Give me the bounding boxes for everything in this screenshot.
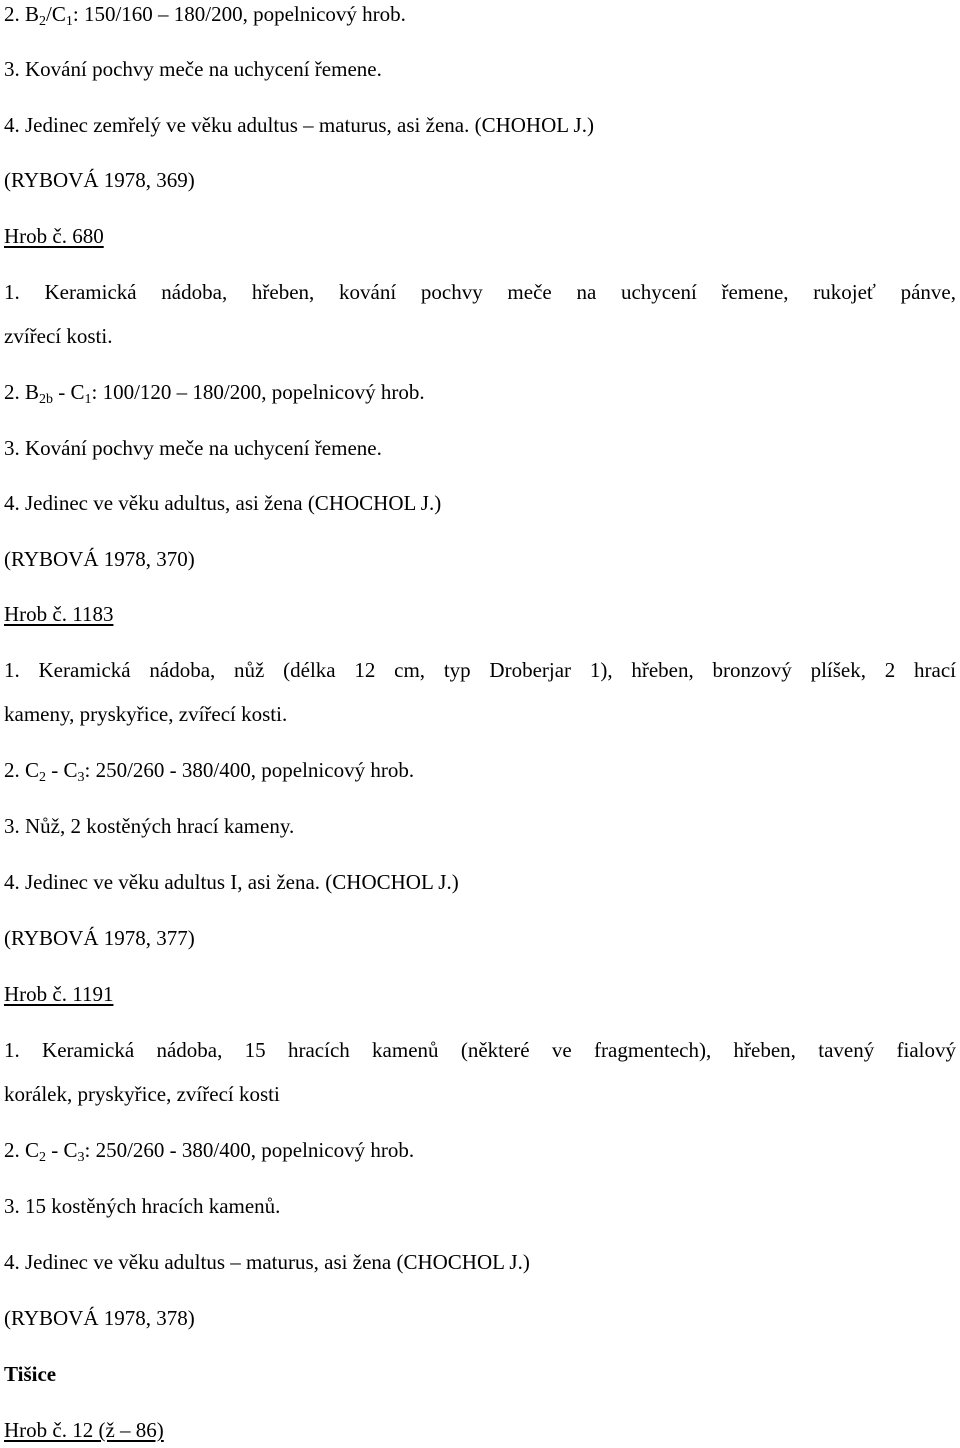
text-line: korálek, pryskyřice, zvířecí kosti [4, 1082, 280, 1106]
text-line: 1. Keramická nádoba, hřeben, kování pochvy meče na uchycení řemene, rukojeť pánve, [4, 280, 956, 304]
text-line: 4. Jedinec ve věku adultus, asi žena (CHOCHOL J.) [4, 491, 442, 515]
grave-heading: Hrob č. 680 [4, 224, 104, 248]
text-line: 2. $C_2 - C_3$: 250/260 - 380/400, popelnicový hrob. [4, 758, 415, 785]
text-line: 3. 15 kostěných hracích kamenů. [4, 1194, 281, 1218]
citation: (RYBOVÁ 1978, 369) [4, 168, 195, 192]
citation: (RYBOVÁ 1978, 370) [4, 547, 195, 571]
text-line: 3. Nůž, 2 kostěných hrací kameny. [4, 814, 295, 838]
text-line: 2. $B_{2b} - C_1$: 100/120 – 180/200, popelnicový hrob. [4, 380, 425, 407]
text-line: 3. Kování pochvy meče na uchycení řemene. [4, 436, 382, 460]
citation: (RYBOVÁ 1978, 377) [4, 926, 195, 950]
text-line: 4. Jedinec zemřelý ve věku adultus – maturus, asi žena. (CHOHOL J.) [4, 113, 594, 137]
text-line: kameny, pryskyřice, zvířecí kosti. [4, 702, 288, 726]
site-heading: Tišice [4, 1362, 57, 1386]
text-line: 1. Keramická nádoba, 15 hracích kamenů (některé ve fragmentech), hřeben, tavený fialový [4, 1038, 956, 1062]
grave-heading: Hrob č. 12 (ž – 86) [4, 1418, 164, 1442]
text-line: 2. $C_2 - C_3$: 250/260 - 380/400, popelnicový hrob. [4, 1138, 415, 1165]
text-line: 1. Keramická nádoba, nůž (délka 12 cm, typ Droberjar 1), hřeben, bronzový plíšek, 2 hrací [4, 658, 956, 682]
citation: (RYBOVÁ 1978, 378) [4, 1306, 195, 1330]
text-line: zvířecí kosti. [4, 324, 113, 348]
text-line: 3. Kování pochvy meče na uchycení řemene. [4, 57, 382, 81]
grave-heading: Hrob č. 1183 [4, 602, 114, 626]
text-line: 2. $B_2/C_1$: 150/160 – 180/200, popelnicový hrob. [4, 2, 406, 29]
text-line: 4. Jedinec ve věku adultus I, asi žena. (CHOCHOL J.) [4, 870, 459, 894]
text-line: 4. Jedinec ve věku adultus – maturus, asi žena (CHOCHOL J.) [4, 1250, 530, 1274]
grave-heading: Hrob č. 1191 [4, 982, 114, 1006]
